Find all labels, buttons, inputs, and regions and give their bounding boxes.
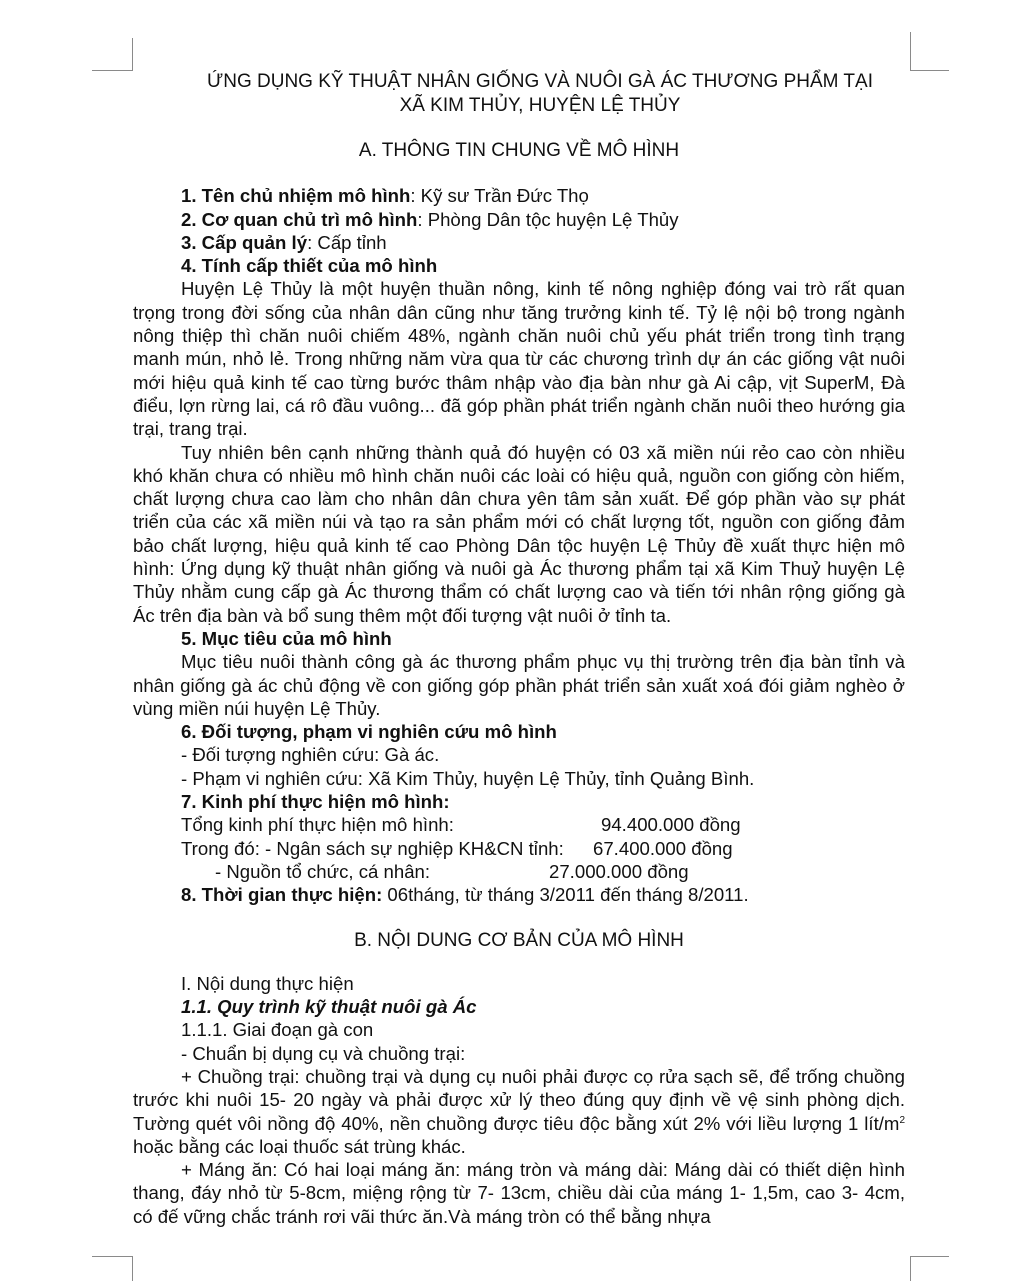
paragraph-housing: + Chuồng trại: chuồng trại và dụng cụ nuôi phải được cọ rửa sạch sẽ, để trống chuồng trước khi nuôi 15- 20 ngày và phải được xử lý theo đúng quy định về vệ sinh phòng dịch. Tường quét vôi nồng độ 40%, nền chuồng được tiêu độc bằng xút 2% với liều lượng 1 lít/$m^2$ hoặc bằng các loại thuốc sát trùng khác.	[133, 1065, 905, 1157]
paragraph-necessity-2: Tuy nhiên bên cạnh những thành quả đó huyện có 03 xã miền núi rẻo cao còn nhiều khó khăn chưa có nhiều mô hình chăn nuôi các loài có hiệu quả, nguồn con giống còn hiếm, chất lượng chưa cao làm cho nhân dân chưa yên tâm sản xuất. Để góp phần vào sự phát triển của các xã miền núi và tạo ra sản phẩm mới có chất lượng tốt, nguồn con giống đảm bảo chất lượng, hiệu quả kinh tế cao Phòng Dân tộc huyện Lệ Thủy đề xuất thực hiện mô hình: Ứng dụng kỹ thuật nhân giống và nuôi gà Ác thương phẩm tại xã Kim Thuỷ huyện Lệ Thủy nhằm cung cấp gà Ác thương thẩm có chất lượng cao và tiến tới nhân rộng giống gà Ác trên địa bàn và bổ sung thêm một đối tượng vật nuôi ở tỉnh ta.	[133, 441, 905, 626]
item-6-heading: 6. Đối tượng, phạm vi nghiên cứu mô hình	[181, 721, 557, 743]
section-b-heading: B. NỘI DUNG CƠ BẢN CỦA MÔ HÌNH	[354, 929, 684, 951]
crop-mark-bottom-left	[92, 1256, 133, 1281]
item-4-heading: 4. Tính cấp thiết của mô hình	[181, 255, 438, 277]
item-5-heading: 5. Mục tiêu của mô hình	[181, 627, 392, 649]
paragraph-objective: Mục tiêu nuôi thành công gà ác thương phẩm phục vụ thị trường trên địa bàn tỉnh và nhân giống gà ác chủ động về con giống góp phần phát triển sản xuất xoá đói giảm nghèo ở vùng miền núi huyện Lệ Thủy.	[133, 651, 905, 719]
item-1: 1. Tên chủ nhiệm mô hình: Kỹ sư Trần Đức Thọ	[181, 185, 589, 207]
item-6-scope: - Phạm vi nghiên cứu: Xã Kim Thủy, huyện Lệ Thủy, tỉnh Quảng Bình.	[181, 767, 755, 789]
cost-private-row: - Nguồn tổ chức, cá nhân: 27.000.000 đồng	[215, 860, 689, 882]
paragraph-necessity-1: Huyện Lệ Thủy là một huyện thuần nông, kinh tế nông nghiệp đóng vai trò rất quan trọng trong đời sống của nhân dân cũng như tăng trưởng kinh tế. Tỷ lệ nội bộ trong ngành nông thiệp thì chăn nuôi chiếm 48%, ngành chăn nuôi chủ yếu phát triển trong tình trạng manh mún, nhỏ lẻ. Trong những năm vừa qua từ các chương trình dự án các giống vật nuôi mới hiệu quả kinh tế cao từng bước thâm nhập vào địa bàn như gà Ai cập, vịt SuperM, Đà điểu, lợn rừng lai, cá rô đầu vuông... đã góp phần phát triển ngành chăn nuôi theo hướng gia trại, trang trại.	[133, 278, 905, 440]
paragraph-feeder: + Máng ăn: Có hai loại máng ăn: máng tròn và máng dài: Máng dài có thiết diện hình thang, đáy nhỏ từ 5-8cm, miệng rộng từ 7- 13cm, chiều dài của máng 1- 1,5m, cao 3- 4cm, có đế vững chắc tránh rơi vãi thức ăn.Và máng tròn có thể bằng nhựa	[133, 1159, 905, 1227]
cost-state-row: Trong đó: - Ngân sách sự nghiệp KH&CN tỉnh: 67.400.000 đồng	[181, 837, 733, 859]
subheading-1-1: 1.1. Quy trình kỹ thuật nuôi gà Ác	[181, 996, 477, 1018]
item-6-subject: - Đối tượng nghiên cứu: Gà ác.	[181, 744, 440, 766]
cost-state-value: 67.400.000 đồng	[593, 837, 733, 859]
cost-total-row: Tổng kinh phí thực hiện mô hình: 94.400.000 đồng	[181, 814, 741, 836]
item-8: 8. Thời gian thực hiện: 06tháng, từ tháng 3/2011 đến tháng 8/2011.	[181, 884, 749, 906]
item-3: 3. Cấp quản lý: Cấp tỉnh	[181, 231, 387, 253]
item-7-heading: 7. Kinh phí thực hiện mô hình:	[181, 791, 450, 813]
crop-mark-top-right	[910, 32, 949, 71]
prep-line: - Chuẩn bị dụng cụ và chuồng trại:	[181, 1042, 466, 1064]
section-a-heading: A. THÔNG TIN CHUNG VỀ MÔ HÌNH	[358, 140, 680, 161]
cost-total-value: 94.400.000 đồng	[601, 814, 741, 836]
document-title: ỨNG DỤNG KỸ THUẬT NHÂN GIỐNG VÀ NUÔI GÀ ÁC THƯƠNG PHẨM TẠI XÃ KIM THỦY, HUYỆN LỆ THỦY	[207, 71, 873, 116]
crop-mark-top-left	[92, 38, 133, 71]
item-2: 2. Cơ quan chủ trì mô hình: Phòng Dân tộc huyện Lệ Thủy	[181, 208, 679, 230]
subheading-1-1-1: 1.1.1. Giai đoạn gà con	[181, 1019, 374, 1041]
subheading-i: I. Nội dung thực hiện	[181, 972, 354, 994]
crop-mark-bottom-right	[910, 1256, 949, 1281]
cost-private-value: 27.000.000 đồng	[549, 860, 689, 882]
document-page	[133, 70, 905, 1228]
